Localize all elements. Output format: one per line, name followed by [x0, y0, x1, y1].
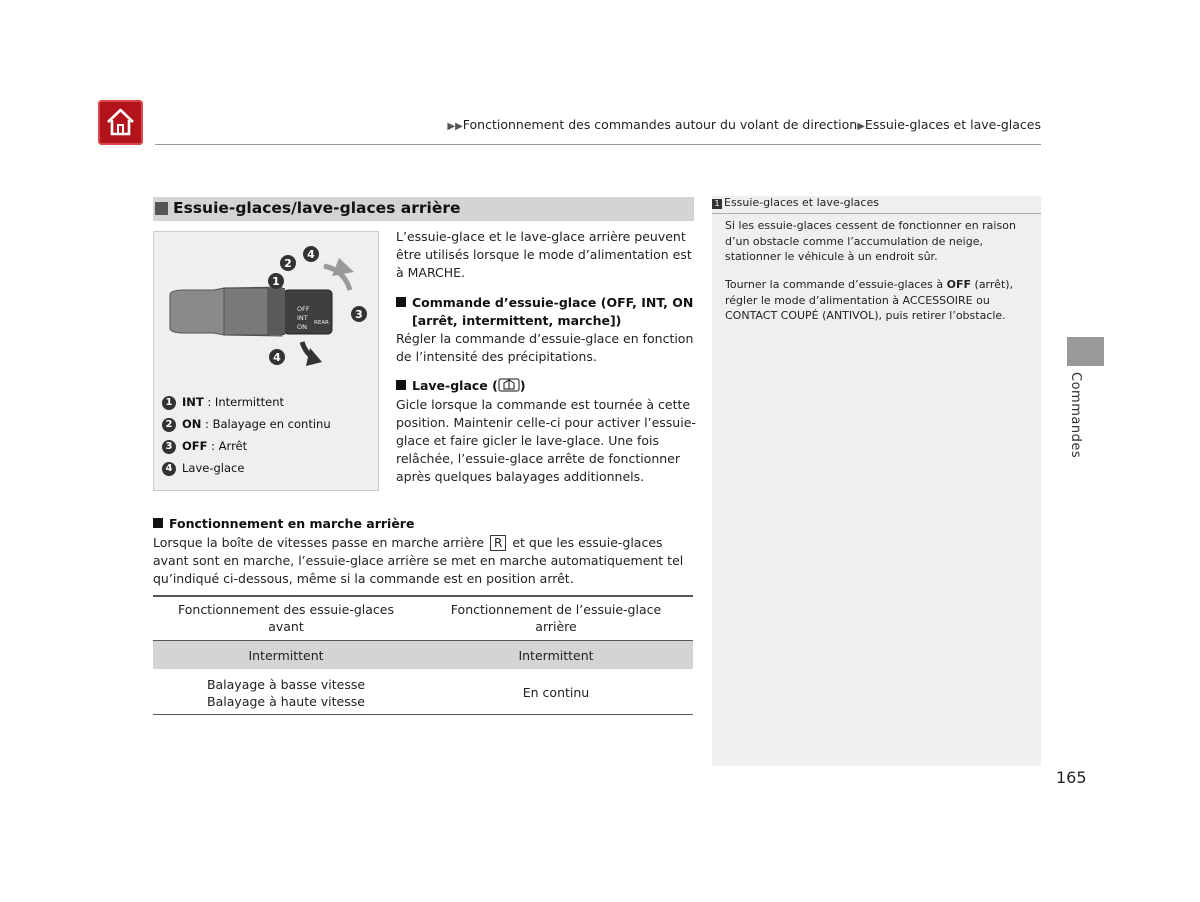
rear-washer-icon [498, 378, 520, 392]
callout-3: 3 [355, 308, 363, 321]
wiper-switch-paragraph: Régler la commande d’essuie-glace en fonction de l’intensité des précipitations. [396, 331, 694, 364]
legend-item: 2 ON : Balayage en continu [162, 417, 331, 432]
home-button[interactable] [98, 100, 143, 145]
table-cell: Intermittent [518, 648, 594, 663]
table-top-rule [153, 595, 693, 597]
table-bottom-rule [153, 714, 693, 715]
section-heading [153, 197, 694, 221]
bullet-square-icon [396, 380, 406, 390]
intro-paragraph: L’essuie-glace et le lave-glace arrière peuvent être utilisés lorsque le mode d’alimentation est à MARCHE. [396, 229, 692, 280]
subheading-reverse: Fonctionnement en marche arrière [153, 516, 414, 531]
legend-item: 1 INT : Intermittent [162, 395, 284, 410]
chapter-tab[interactable] [1067, 337, 1104, 366]
legend-item: 4 Lave-glace [162, 461, 244, 476]
callout-4b: 4 [273, 351, 281, 364]
bullet-square-icon [153, 518, 163, 528]
subheading-wiper-switch: Commande d’essuie-glace (OFF, INT, ON [arrêt, intermittent, marche]) [396, 294, 696, 330]
callout-4a: 4 [307, 248, 315, 261]
chapter-tab-label: Commandes [1068, 372, 1083, 459]
header-divider [155, 144, 1041, 145]
table-cell: Intermittent [248, 648, 324, 663]
reverse-paragraph: Lorsque la boîte de vitesses passe en marche arrière R et que les essuie-glaces avant sont en marche, l’essuie-glace arrière se met en marche automatiquement tel qu’indiqué ci-dessous, même si la commande est en position arrêt. [153, 535, 684, 586]
switch-label-off: OFF [297, 305, 310, 313]
subheading-washer: Lave-glace ( ) [396, 378, 526, 393]
table-cell: En continu [522, 685, 590, 700]
sidebar-divider [712, 213, 1041, 214]
wiper-stalk-illustration [154, 232, 378, 382]
page-number: 165 [1056, 768, 1087, 787]
breadcrumb [447, 117, 1041, 132]
legend-item: 3 OFF : Arrêt [162, 439, 247, 454]
table-cell: Balayage à basse vitesse Balayage à haute vitesse [206, 677, 366, 709]
breadcrumb-arrow-icon: ▶ [857, 121, 865, 132]
switch-label-int: INT [297, 314, 308, 322]
sidebar-paragraph: Si les essuie-glaces cessent de fonctionner en raison d’un obstacle comme l’accumulation de neige, stationner le véhicule à un endroit sûr. [725, 219, 1016, 263]
table-header-rear: Fonctionnement de l’essuie-glace arrière [450, 602, 662, 634]
heading-square-icon [155, 202, 168, 215]
bullet-square-icon [396, 297, 406, 307]
breadcrumb-link-1[interactable]: Fonctionnement des commandes autour du volant de direction [462, 117, 858, 132]
home-icon [104, 106, 137, 139]
wiper-switch-figure [153, 231, 379, 491]
note-icon: 1 [712, 199, 722, 209]
breadcrumb-arrow-icon: ▶▶ [447, 121, 463, 132]
switch-label-on: ON [297, 323, 307, 331]
switch-label-rear: REAR [314, 320, 329, 326]
table-header-front: Fonctionnement des essuie-glaces avant [178, 602, 394, 634]
section-title: Essuie-glaces/lave-glaces arrière [173, 199, 461, 217]
sidebar-paragraph: Tourner la commande d’essuie-glaces à OFF (arrêt), régler le mode d’alimentation à ACCESSOIRE ou CONTACT COUPÉ (ANTIVOL), puis retirer l’obstacle. [725, 278, 1014, 322]
washer-paragraph: Gicle lorsque la commande est tournée à cette position. Maintenir celle-ci pour activer l’essuie-glace et faire gicler le lave-glace. Une fois relâchée, l’essuie-glace arrête de fonctionner après quelques balayages additionnels. [396, 397, 696, 484]
gear-r-indicator: R [490, 535, 506, 551]
breadcrumb-link-2[interactable]: Essuie-glaces et lave-glaces [864, 117, 1041, 132]
callout-1: 1 [272, 275, 280, 288]
sidebar-title: 1 Essuie-glaces et lave-glaces [712, 196, 1041, 209]
callout-2: 2 [284, 257, 292, 270]
